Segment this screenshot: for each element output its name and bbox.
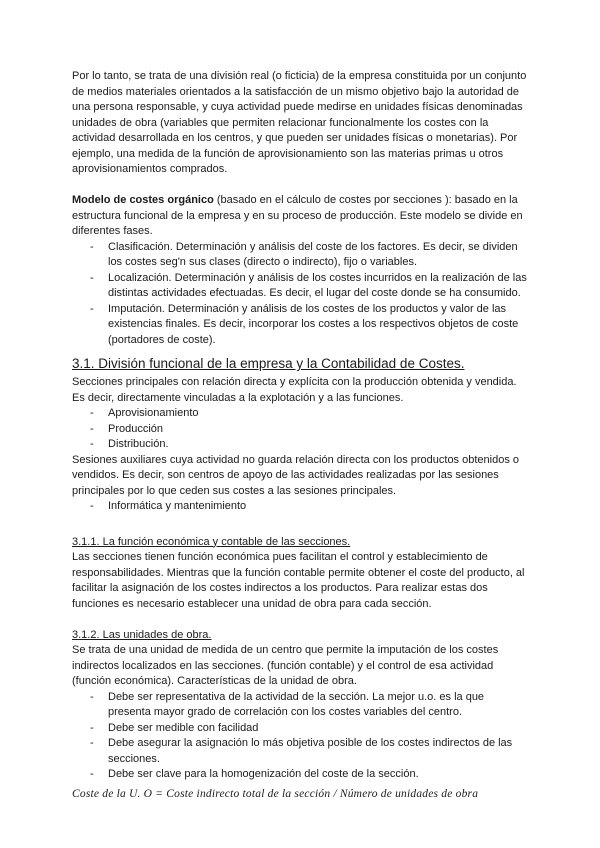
list-item-text: Informática y mantenimiento [108,500,247,512]
paragraph-secciones-principales: Secciones principales con relación directa y explícita con la producción obtenida y vendida. Es decir, directamente vinculadas a la explotación y a las funciones. [72,376,517,404]
list-item [72,271,529,302]
list-item [72,406,529,422]
list-item [72,302,529,349]
list-item [72,721,529,737]
list-item [72,422,529,438]
list-item-text: Debe ser clave para la homogenización del coste de la sección. [108,768,419,780]
principales-bullet-list [72,406,529,453]
section-spacer [72,525,529,535]
paragraph-unidades-obra: Se trata de una unidad de medida de un centro que permite la imputación de los costes indirectos localizados en las secciones. (función contable) y el control de esa actividad (función económica). Características de la unidad de obra. [72,644,499,687]
list-item-text: Clasificación. Determinación y análisis del coste de los factores. Es decir, se dividen los costes seg'n sus clases (directo o indirecto), fijo o variables. [108,240,518,268]
dash-bullet: - [90,271,94,284]
list-item [72,437,529,453]
list-item [72,240,529,271]
list-item-text: Producción [108,422,164,435]
section-spacer [72,515,529,525]
dash-bullet: - [90,438,94,450]
dash-bullet: - [90,302,94,315]
section-spacer [72,612,529,628]
dash-bullet: - [90,721,94,734]
paragraph-intro: Por lo tanto, se trata de una división real (o ficticia) de la empresa constituida por un conjunto de medios materiales orientados a la satisfacción de un mismo objetivo bajo la autoridad de una persona responsable, y cuya actividad puede medirse en unidades físicas denominadas unidades de obra (variables que permiten relacionar funcionalmente los costes con la actividad desarrollada en los centros, y que pueden ser unidades físicas o monetarias). Por ejemplo, una medida de la función de aprovisionamiento son las materias primas u otros aprovisionamientos comprados. [72,70,527,175]
paragraph-spacer [72,178,529,194]
formula-line: Coste de la U. O = Coste indirecto total de la sección / Número de unidades de obra [72,787,479,800]
list-item [72,736,529,767]
dash-bullet: - [90,500,94,512]
list-item [72,690,529,721]
dash-bullet: - [90,407,94,419]
section-heading-3-1: 3.1. División funcional de la empresa y la Contabilidad de Costes. [72,356,465,371]
fases-bullet-list [72,240,529,349]
list-item-text: Imputación. Determinación y análisis de los costes de los productos y valor de las existencias finales. Es decir, incorporar los costes a los respectivos objetos de coste (portadores de coste). [108,302,519,346]
list-item-text: Debe asegurar la asignación lo más objetiva posible de los costes indirectos de las secciones. [108,737,513,765]
section-heading-3-1-1: 3.1.1. La función económica y contable de las secciones. [72,535,351,548]
dash-bullet: - [90,690,94,703]
list-item [72,767,529,783]
paragraph-sesiones-auxiliares: Sesiones auxiliares cuya actividad no guarda relación directa con los productos obtenidos o vendidos. Es decir, son centros de apoyo de las actividades realizadas por las sesiones principales por lo que ceden sus costes a las sesiones principales. [72,453,519,497]
paragraph-modelo [72,193,529,240]
paragraph-funcion-economica: Las secciones tienen función económica pues facilitan el control y establecimiento de responsabilidades. Mientras que la función contable permite obtener el coste del producto, al facilitar la asignación de los costes indirectos a los productos. Para realizar estas dos funciones es necesario establecer una unidad de obra para cada sección. [72,551,525,610]
document-content [72,69,529,802]
dash-bullet: - [90,422,94,435]
list-item-text: Debe ser representativa de la actividad de la sección. La mejor u.o. es la que presenta mayor grado de correlación con los costes variables del centro. [108,690,485,718]
dash-bullet: - [90,768,94,780]
list-item [72,499,529,515]
dash-bullet: - [90,240,94,253]
modelo-bold-lead: Modelo de costes orgánico [72,194,214,206]
auxiliares-bullet-list [72,499,529,515]
section-heading-3-1-2: 3.1.2. Las unidades de obra. [72,628,212,641]
list-item-text: Aprovisionamiento [108,407,199,419]
list-item-text: Localización. Determinación y análisis de los costes incurridos en la realización de las distintas actividades efectuadas. Es decir, el lugar del coste donde se ha consumido. [108,271,527,299]
list-item-text: Distribución. [108,438,169,450]
dash-bullet: - [90,737,94,749]
modelo-rest-text: (basado en el cálculo de costes por secciones ): basado en la estructura funcional de la empresa y en su proceso de producción. Este modelo se divide en diferentes fases. [72,194,523,237]
list-item-text: Debe ser medible con facilidad [108,721,259,734]
caracteristicas-bullet-list [72,690,529,783]
